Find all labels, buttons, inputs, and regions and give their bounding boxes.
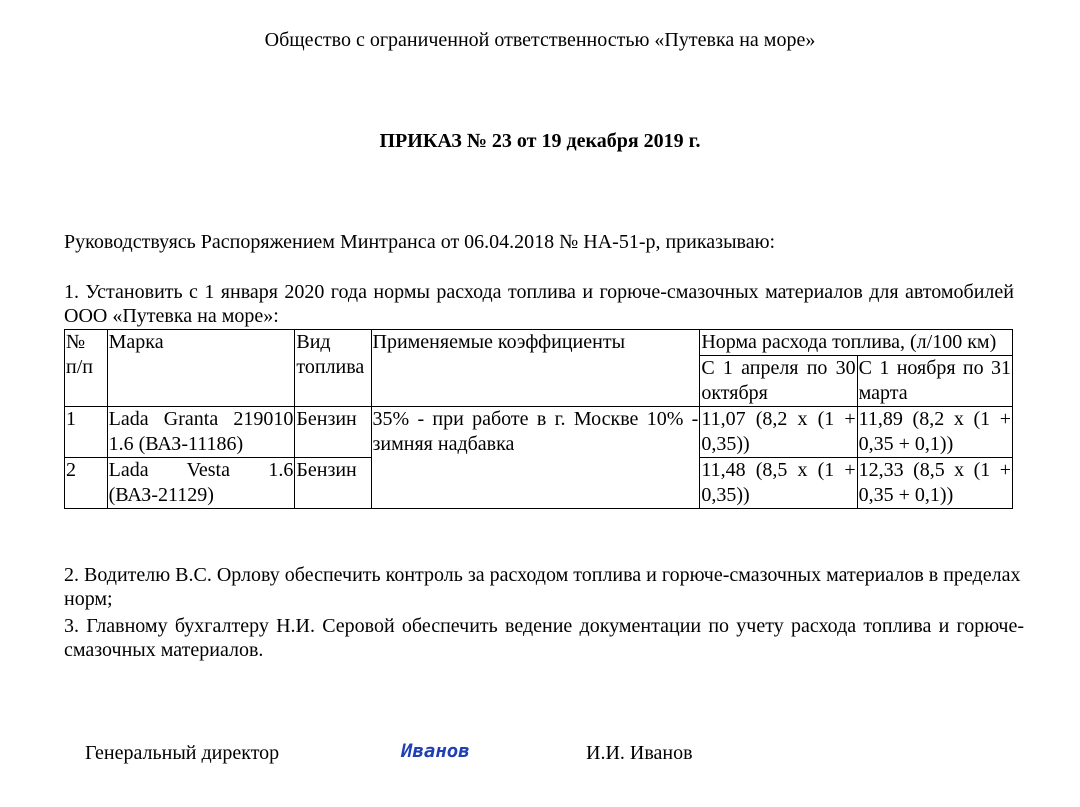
header-period-summer: С 1 апреля по 30 октября xyxy=(700,356,857,407)
coefficients-cell: 35% - при работе в г. Москве 10% - зимняя надбавка xyxy=(371,407,700,509)
signatory-name: И.И. Иванов xyxy=(586,742,693,764)
row-norm-summer: 11,48 (8,5 х (1 + 0,35)) xyxy=(700,458,857,509)
signatory-role: Генеральный директор xyxy=(85,742,280,764)
row-fuel: Бензин xyxy=(295,458,371,509)
row-num: 1 xyxy=(65,407,108,458)
header-norm: Норма расхода топлива, (л/100 км) xyxy=(700,330,1013,356)
header-num: № п/п xyxy=(65,330,108,407)
company-name: Общество с ограниченной ответственностью «Путевка на море» xyxy=(264,29,816,51)
row-norm-winter: 11,89 (8,2 х (1 + 0,35 + 0,1)) xyxy=(857,407,1012,458)
row-brand: Lada Vesta 1.6 (ВАЗ-21129) xyxy=(107,458,295,509)
header-brand: Марка xyxy=(107,330,295,407)
table-header-row xyxy=(65,330,1013,356)
order-title: ПРИКАЗ № 23 от 19 декабря 2019 г. xyxy=(379,130,701,152)
fuel-norms-table xyxy=(64,329,1013,509)
header-period-winter: С 1 ноября по 31 марта xyxy=(857,356,1012,407)
header-coefficients: Применяемые коэффициенты xyxy=(371,330,700,407)
table-row xyxy=(65,407,1013,458)
order-item-2: 2. Водителю В.С. Орлову обеспечить контроль за расходом топлива и горюче-смазочных материалов в пределах норм; xyxy=(64,564,1021,610)
handwritten-signature: Иванов xyxy=(401,740,470,762)
row-fuel: Бензин xyxy=(295,407,371,458)
order-preamble: Руководствуясь Распоряжением Минтранса от 06.04.2018 № НА-51-р, приказываю: xyxy=(64,231,776,253)
order-item-1: 1. Установить с 1 января 2020 года нормы расхода топлива и горюче-смазочных материалов для автомобилей ООО «Путевка на море»: xyxy=(64,281,1014,327)
header-fuel: Вид топлива xyxy=(295,330,371,407)
row-num: 2 xyxy=(65,458,108,509)
row-norm-winter: 12,33 (8,5 х (1 + 0,35 + 0,1)) xyxy=(857,458,1012,509)
order-item-3: 3. Главному бухгалтеру Н.И. Серовой обеспечить ведение документации по учету расхода топлива и горюче-смазочных материалов. xyxy=(64,615,1024,661)
row-brand: Lada Granta 219010 1.6 (ВАЗ-11186) xyxy=(107,407,295,458)
row-norm-summer: 11,07 (8,2 х (1 + 0,35)) xyxy=(700,407,857,458)
